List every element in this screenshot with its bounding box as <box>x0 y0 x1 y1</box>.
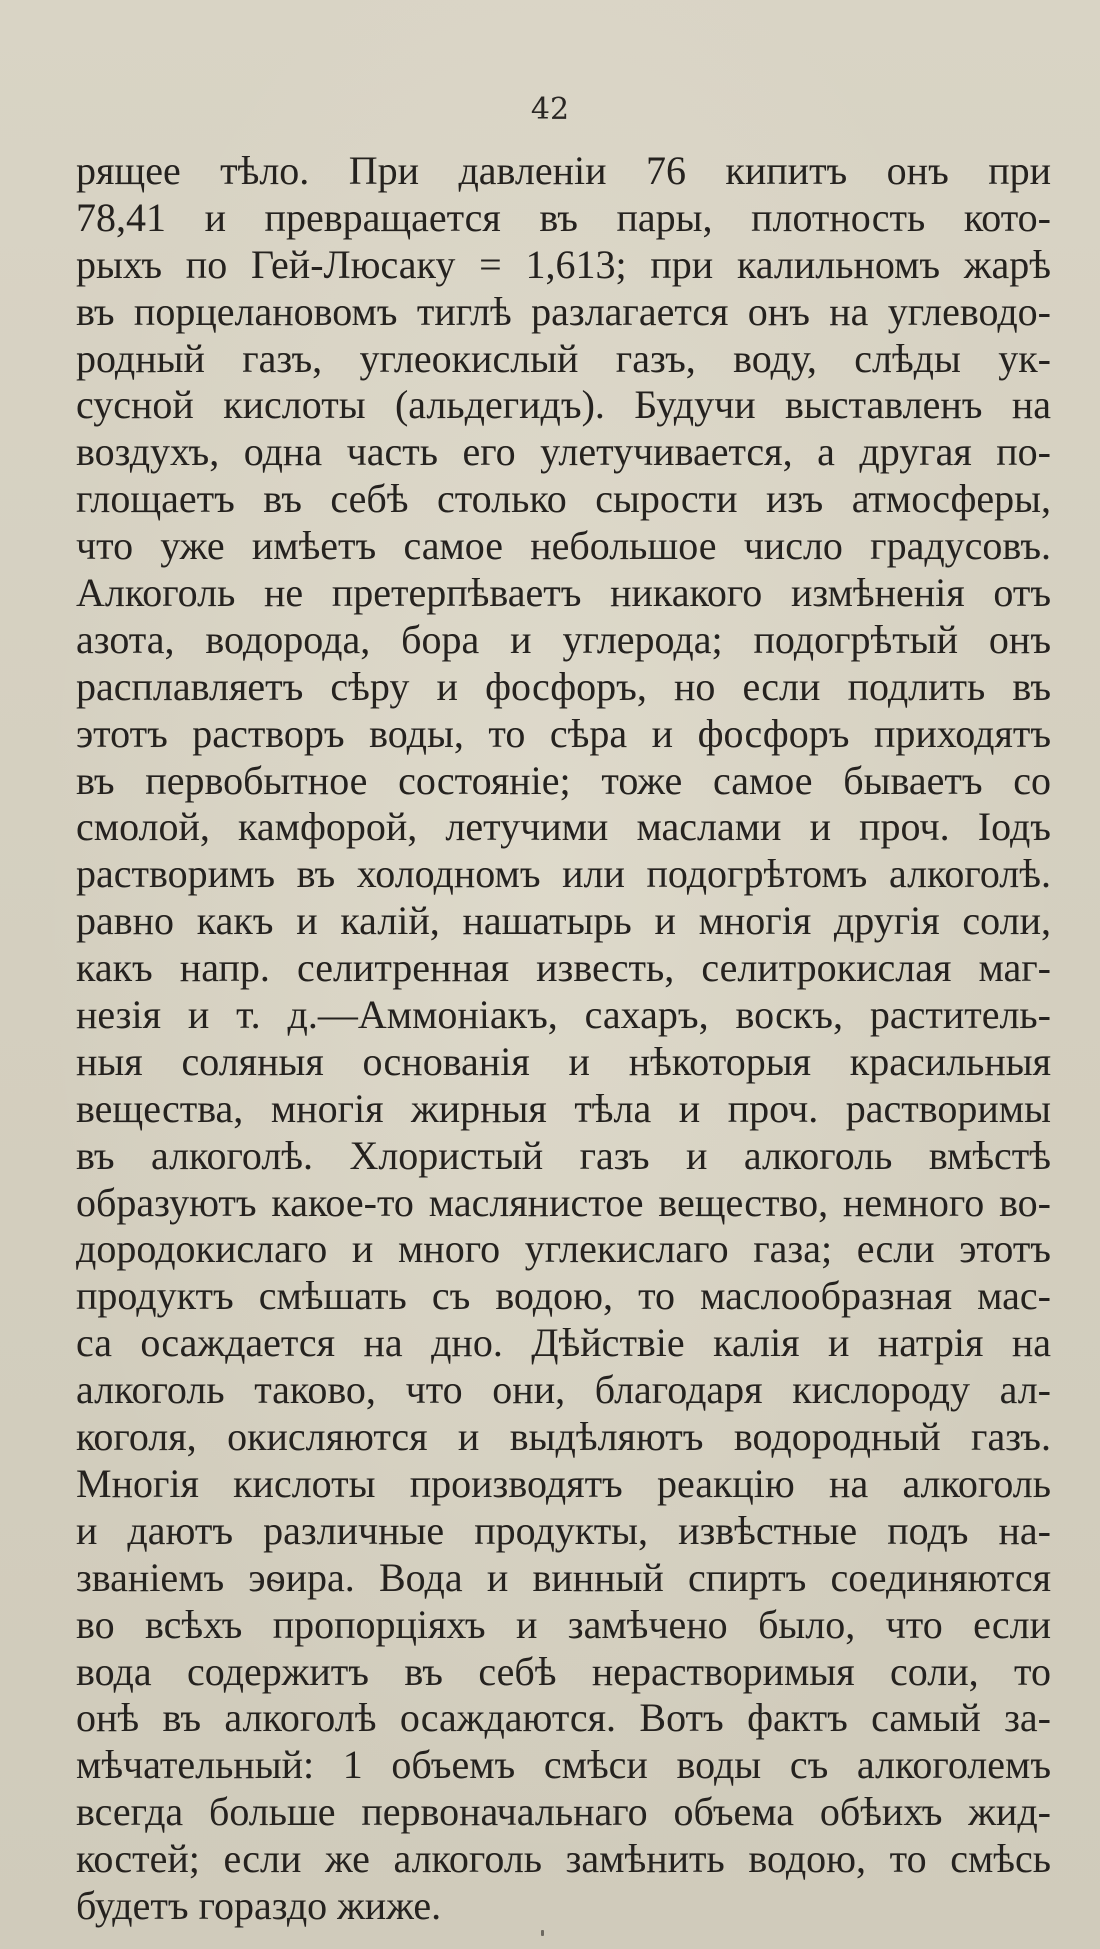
text-line: рящее тѣло. При давленiи 76 кипитъ онъ при <box>76 148 1051 193</box>
text-line: что уже имѣетъ самое небольшое число градусовъ. <box>76 523 1051 569</box>
body-text <box>76 148 1051 1930</box>
text-line: Алкоголь не претерпѣваетъ никакого измѣненiя отъ <box>76 570 1051 616</box>
text-line: алкоголь таково, что они, благодаря кислороду ал- <box>76 1367 1051 1413</box>
text-line: коголя, окисляются и выдѣляютъ водородный газъ. <box>76 1414 1051 1460</box>
text-line: сусной кислоты (альдегидъ). Будучи выставленъ на <box>76 382 1051 428</box>
text-line: званiемъ эѳира. Вода и винный спиртъ соединяются <box>76 1554 1051 1600</box>
text-line: рыхъ по Гей-Люсаку = 1,613; при калильномъ жарѣ <box>76 241 1051 287</box>
text-line: продуктъ смѣшать съ водою, то маслообразная мас- <box>76 1273 1051 1319</box>
text-line: азота, водорода, бора и углерода; подогрѣтый онъ <box>76 616 1051 662</box>
text-line: во всѣхъ пропорцiяхъ и замѣчено было, что если <box>76 1601 1051 1647</box>
text-line: са осаждается на дно. Дѣйствiе калiя и натрiя на <box>76 1320 1051 1366</box>
text-line: равно какъ и калiй, нашатырь и многiя другiя соли, <box>76 898 1051 944</box>
text-line: и даютъ различные продукты, извѣстные подъ на- <box>76 1507 1051 1553</box>
text-line: глощаетъ въ себѣ столько сырости изъ атмосферы, <box>76 476 1051 522</box>
paper-speck <box>541 1930 544 1936</box>
text-line: расплавляетъ сѣру и фосфоръ, но если подлить въ <box>76 663 1051 709</box>
text-line: какъ напр. селитренная известь, селитрокислая маг- <box>76 945 1051 991</box>
text-line: ныя соляныя основанiя и нѣкоторыя красильныя <box>76 1038 1051 1084</box>
text-line: вещества, многiя жирныя тѣла и проч. растворимы <box>76 1085 1051 1131</box>
text-line: въ первобытное состоянiе; тоже самое бываетъ со <box>76 757 1051 803</box>
text-line: мѣчательный: 1 объемъ смѣси воды съ алкоголемъ <box>76 1742 1051 1788</box>
text-line: смолой, камфорой, летучими маслами и проч. Iодъ <box>76 804 1051 850</box>
text-line: образуютъ какое-то маслянистое вещество, немного во- <box>76 1179 1051 1225</box>
text-line: костей; если же алкоголь замѣнить водою, то смѣсь <box>76 1836 1051 1882</box>
text-line: этотъ растворъ воды, то сѣра и фосфоръ приходятъ <box>76 710 1051 756</box>
text-line: онѣ въ алкоголѣ осаждаются. Вотъ фактъ самый за- <box>76 1695 1051 1741</box>
text-line: всегда больше первоначальнаго объема обѣихъ жид- <box>76 1789 1051 1835</box>
text-line: вода содержитъ въ себѣ нерастворимыя соли, то <box>76 1648 1051 1694</box>
page-number: 42 <box>530 92 570 127</box>
text-line: родный газъ, углеокислый газъ, воду, слѣды ук- <box>76 335 1051 381</box>
text-line: 78,41 и превращается въ пары, плотность кото- <box>76 194 1051 240</box>
text-line: въ порцелановомъ тиглѣ разлагается онъ на углеводо- <box>76 288 1051 334</box>
text-line: Многiя кислоты производятъ реакцiю на алкоголь <box>76 1460 1051 1506</box>
text-line-last: будетъ гораздо жиже. <box>76 1882 442 1928</box>
text-line: воздухъ, одна часть его улетучивается, а другая по- <box>76 429 1051 475</box>
text-line: растворимъ въ холодномъ или подогрѣтомъ алкоголѣ. <box>76 851 1051 897</box>
text-line: дородокислаго и много углекислаго газа; если этотъ <box>76 1226 1051 1272</box>
text-line: незiя и т. д.—Аммонiакъ, сахаръ, воскъ, раститель- <box>76 992 1051 1038</box>
text-line: въ алкоголѣ. Хлористый газъ и алкоголь вмѣстѣ <box>76 1132 1051 1178</box>
